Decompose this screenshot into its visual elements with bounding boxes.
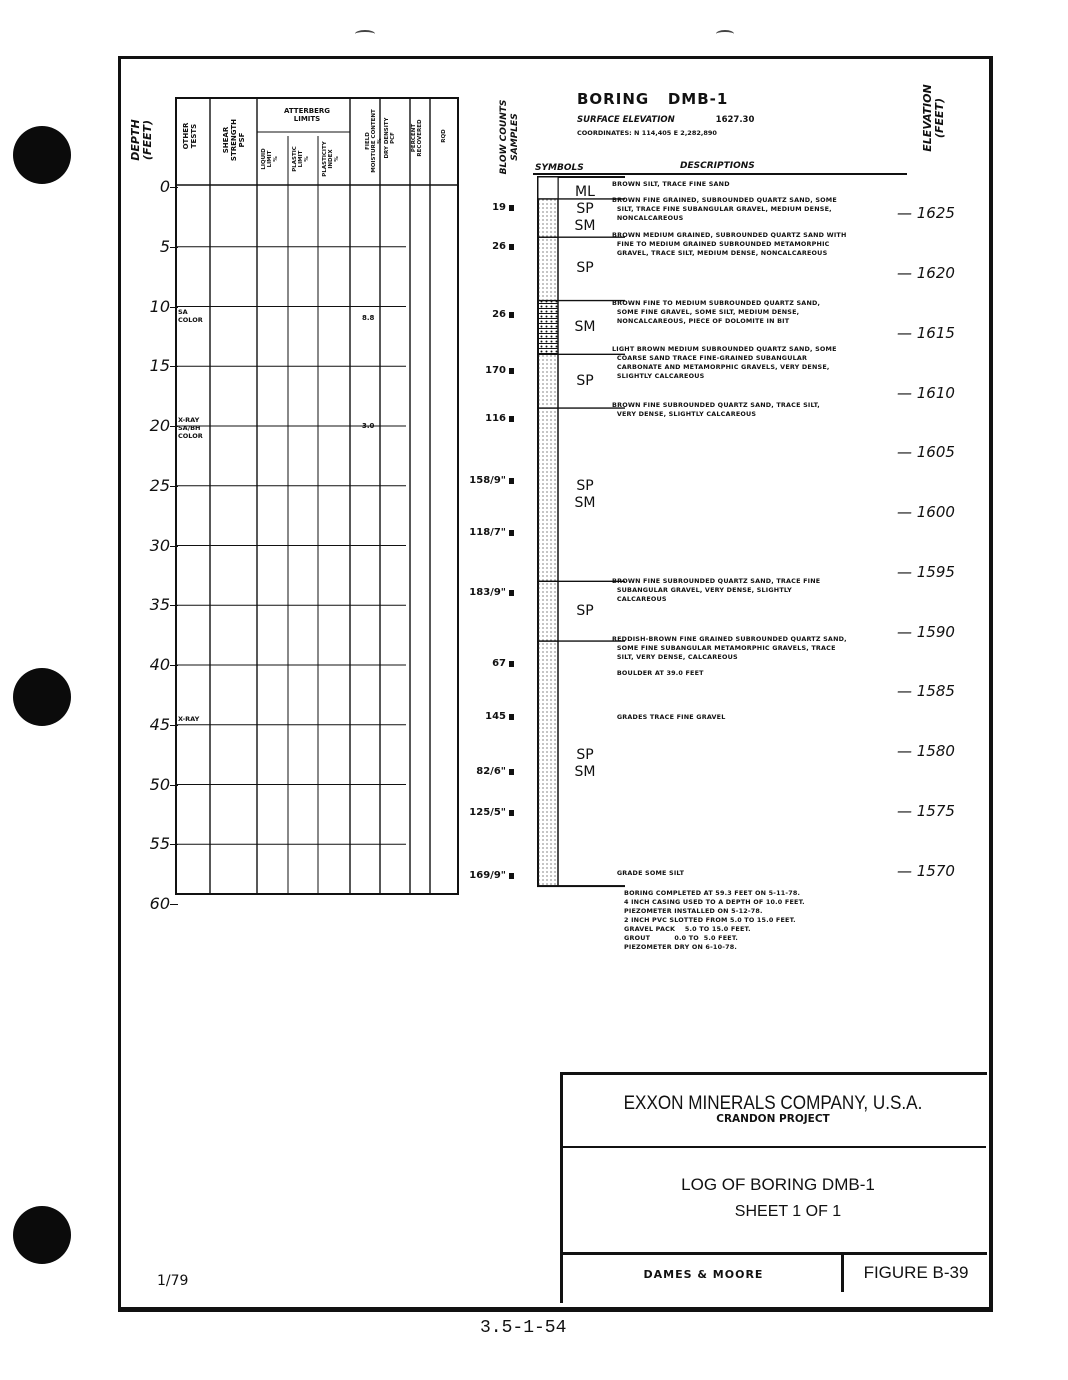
- soil-description: LIGHT BROWN MEDIUM SUBROUNDED QUARTZ SAND, SOME COARSE SAND TRACE FINE-GRAINED SUBANGULAR CARBONATE AND METAMORPHIC GRAVELS, VERY DENSE, SLIGHTLY CALCAREOUS: [612, 345, 837, 381]
- col-dry-density: DRY DENSITY PCF: [384, 117, 396, 159]
- elevation-tick: — 1615: [897, 323, 955, 342]
- depth-tick: 15: [149, 356, 170, 376]
- stratum-symbol: ML: [575, 184, 595, 201]
- sample-marker: [509, 312, 514, 318]
- soil-description: BROWN FINE SUBROUNDED QUARTZ SAND, TRACE SILT, VERY DENSE, SLIGHTLY CALCAREOUS: [612, 401, 820, 419]
- stratum-symbol: SP: [576, 602, 594, 619]
- depth-tick-mark: [170, 725, 178, 726]
- firm-name: DAMES & MOORE: [643, 1268, 764, 1281]
- sample-marker: [509, 368, 514, 374]
- blow-count: 26: [492, 240, 506, 252]
- soil-description: BROWN SILT, TRACE FINE SAND: [612, 180, 730, 189]
- elevation-axis-label: ELEVATION (FEET): [921, 84, 946, 152]
- depth-tick-mark: [170, 904, 178, 905]
- company-name: EXXON MINERALS COMPANY, U.S.A.: [623, 1093, 923, 1114]
- soil-description: BOULDER AT 39.0 FEET: [612, 669, 704, 678]
- descriptions-label: DESCRIPTIONS: [680, 161, 755, 171]
- depth-axis-label: DEPTH (FEET): [129, 119, 154, 161]
- project-name: CRANDON PROJECT: [716, 1113, 830, 1125]
- depth-tick-mark: [170, 366, 178, 367]
- depth-tick: 35: [149, 595, 170, 615]
- sample-marker: [509, 478, 514, 484]
- col-other-tests: OTHER TESTS: [182, 122, 198, 150]
- elevation-tick: — 1575: [897, 801, 955, 820]
- depth-tick-mark: [170, 785, 178, 786]
- depth-tick: 0: [159, 177, 170, 196]
- surface-elevation: SURFACE ELEVATION 1627.30: [577, 115, 755, 125]
- blow-count: 145: [485, 710, 506, 722]
- depth-tick-mark: [170, 187, 178, 188]
- title-block-divider-3: [841, 1252, 844, 1292]
- elevation-tick: — 1625: [897, 204, 955, 223]
- col-rqd: RQD: [441, 129, 447, 143]
- col-shear-strength: SHEAR STRENGTH PSF: [222, 118, 246, 162]
- completion-notes: BORING COMPLETED AT 59.3 FEET ON 5-11-78. 4 INCH CASING USED TO A DEPTH OF 10.0 FEET. PIEZOMETER INSTALLED ON 5-12-78. 2 INCH PVC SLOTTED FROM 5.0 TO 15.0 FEET. GRAVEL PACK 5.0 TO 15.0 FEET. GROUT 0.0 TO 5.0 FEET. PIEZOMETER DRY ON 6-10-78.: [624, 889, 805, 951]
- depth-tick: 40: [149, 655, 170, 674]
- depth-tick: 50: [149, 774, 170, 794]
- elevation-tick: — 1600: [897, 503, 955, 522]
- blow-count: 125/5": [469, 807, 506, 819]
- elevation-tick: — 1570: [897, 861, 955, 880]
- other-test-entry: SA COLOR: [178, 308, 203, 325]
- col-plastic-limit: PLASTIC LIMIT %: [292, 146, 310, 172]
- depth-tick-mark: [170, 486, 178, 487]
- blow-count: 116: [485, 413, 506, 425]
- stratum-pattern: [538, 354, 558, 408]
- depth-tick-mark: [170, 546, 178, 547]
- title-block-divider-1: [560, 1146, 986, 1148]
- stratum-symbol: SP SM: [574, 746, 596, 780]
- sample-marker: [509, 416, 514, 422]
- sample-marker: [509, 205, 514, 211]
- elevation-tick: — 1605: [897, 443, 955, 462]
- col-liquid-limit: LIQUID LIMIT %: [261, 148, 279, 170]
- scan-mark-1: [355, 30, 375, 38]
- scan-mark-2: [716, 30, 734, 38]
- soil-description: GRADES TRACE FINE GRAVEL: [612, 713, 726, 722]
- other-test-entry: X-RAY SA/BH COLOR: [178, 416, 203, 441]
- soil-description: BROWN FINE GRAINED, SUBROUNDED QUARTZ SAND, SOME SILT, TRACE FINE SUBANGULAR GRAVEL, MEDIUM DENSE, NONCALCAREOUS: [612, 195, 837, 222]
- elevation-tick: — 1590: [897, 622, 955, 641]
- strata-column: [525, 170, 625, 898]
- stratum-symbol: SP: [576, 372, 594, 389]
- blow-count: 118/7": [469, 526, 506, 538]
- depth-tick: 5: [159, 236, 170, 256]
- binder-hole-bottom: [13, 1206, 71, 1264]
- blow-count: 183/9": [469, 587, 506, 599]
- grid-border: [176, 98, 458, 894]
- sample-marker: [509, 714, 514, 720]
- depth-tick-mark: [170, 426, 178, 427]
- depth-tick-mark: [170, 247, 178, 248]
- page-number: 3.5-1-54: [480, 1318, 567, 1338]
- stratum-pattern: [538, 237, 558, 300]
- depth-tick-mark: [170, 844, 178, 845]
- soil-description: BROWN FINE TO MEDIUM SUBROUNDED QUARTZ SAND, SOME FINE GRAVEL, SOME SILT, MEDIUM DENSE, NONCALCAREOUS, PIECE OF DOLOMITE IN BIT: [612, 298, 821, 325]
- stratum-symbol: SP SM: [574, 477, 596, 511]
- figure-number: FIGURE B-39: [863, 1263, 969, 1282]
- depth-tick-mark: [170, 307, 178, 308]
- binder-hole-top: [13, 126, 71, 184]
- blow-counts-label: BLOW COUNTS SAMPLES: [499, 99, 520, 175]
- depth-tick-mark: [170, 665, 178, 666]
- blow-count: 82/6": [476, 765, 506, 777]
- other-test-entry: X-RAY: [178, 714, 200, 723]
- stratum-symbol: SM: [574, 318, 596, 335]
- col-percent-recovered: PERCENT RECOVERED: [411, 119, 423, 157]
- stratum-pattern: [538, 301, 558, 355]
- moisture-value: 8.8: [362, 314, 375, 323]
- depth-tick-mark: [170, 605, 178, 606]
- stratum-pattern: [538, 408, 558, 581]
- col-field-moisture: FIELD MOISTURE CONTENT %: [365, 109, 383, 173]
- depth-tick: 60: [149, 894, 170, 913]
- symbols-label: SYMBOLS: [535, 163, 584, 173]
- soil-description: REDDISH-BROWN FINE GRAINED SUBROUNDED QUARTZ SAND, SOME FINE SUBANGULAR METAMORPHIC GRAVELS, TRACE SILT, VERY DENSE, CALCAREOUS: [612, 634, 847, 661]
- depth-tick: 20: [149, 416, 170, 435]
- sheet-number: SHEET 1 OF 1: [734, 1203, 842, 1220]
- blow-count: 19: [492, 201, 506, 213]
- binder-hole-middle: [13, 668, 71, 726]
- boring-id: DMB-1: [667, 90, 729, 108]
- boring-title: BORING DMB-1: [577, 90, 729, 108]
- sample-marker: [509, 661, 514, 667]
- col-atterberg-limits: ATTERBERG LIMITS: [283, 107, 330, 123]
- depth-tick: 55: [149, 834, 170, 854]
- blow-count: 170: [485, 365, 506, 377]
- moisture-value: 3.0: [362, 422, 375, 430]
- sample-marker: [509, 530, 514, 536]
- test-data-grid: [160, 96, 470, 900]
- sample-marker: [509, 769, 514, 775]
- blow-count: 67: [492, 658, 506, 669]
- stratum-pattern: [538, 177, 558, 199]
- depth-tick: 25: [149, 475, 170, 495]
- date-code: 1/79: [157, 1273, 189, 1289]
- col-plasticity-index: PLASTICITY INDEX %: [322, 141, 340, 177]
- stratum-pattern: [538, 641, 558, 886]
- depth-tick: 30: [149, 535, 170, 555]
- stratum-symbol: SP SM: [574, 201, 596, 235]
- depth-tick: 45: [149, 714, 170, 734]
- title-block-divider-2: [563, 1252, 987, 1255]
- elevation-tick: — 1620: [897, 264, 955, 283]
- surface-elevation-value: 1627.30: [715, 115, 755, 125]
- blow-count: 26: [492, 309, 506, 321]
- elevation-tick: — 1595: [897, 562, 955, 581]
- sample-marker: [509, 244, 514, 250]
- stratum-pattern: [538, 581, 558, 641]
- soil-description: GRADE SOME SILT: [612, 868, 685, 877]
- coordinates: COORDINATES: N 114,405 E 2,282,890: [577, 129, 717, 137]
- elevation-tick: — 1580: [897, 742, 955, 761]
- soil-description: BROWN FINE SUBROUNDED QUARTZ SAND, TRACE FINE SUBANGULAR GRAVEL, VERY DENSE, SLIGHTLY CALCAREOUS: [612, 577, 821, 604]
- sample-marker: [509, 873, 514, 879]
- elevation-tick: — 1585: [897, 682, 955, 701]
- stratum-symbol: SP: [576, 260, 594, 277]
- blow-count: 158/9": [469, 475, 506, 487]
- elevation-tick: — 1610: [897, 383, 955, 402]
- soil-description: BROWN MEDIUM GRAINED, SUBROUNDED QUARTZ SAND WITH FINE TO MEDIUM GRAINED SUBROUNDED METAMORPHIC GRAVEL, TRACE SILT, MEDIUM DENSE, NONCALCAREOUS: [612, 230, 847, 257]
- log-title: LOG OF BORING DMB-1: [681, 1175, 875, 1194]
- stratum-pattern: [538, 199, 558, 237]
- sample-marker: [509, 810, 514, 816]
- blow-count: 169/9": [469, 869, 506, 881]
- sample-marker: [509, 590, 514, 596]
- depth-tick: 10: [149, 296, 170, 316]
